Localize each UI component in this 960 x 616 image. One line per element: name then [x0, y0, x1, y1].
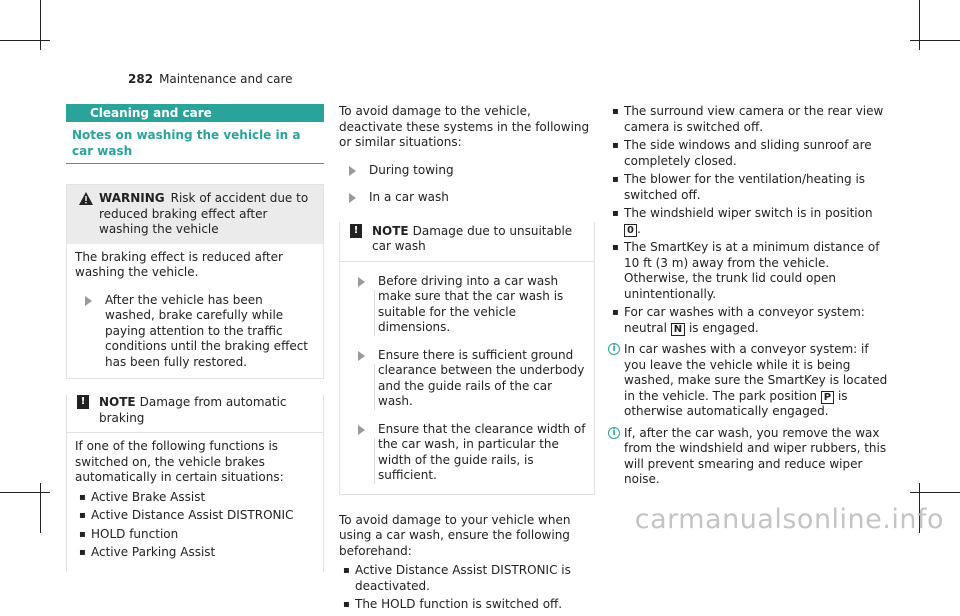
crop-mark — [0, 40, 50, 41]
column-3 — [608, 104, 888, 488]
warning-box — [66, 184, 324, 379]
subsection-title: Notes on washing the vehicle in a car wash — [66, 128, 324, 164]
info-note — [608, 426, 888, 488]
warning-body: The braking effect is reduced after washing the vehicle. — [75, 249, 283, 279]
note-header — [340, 222, 594, 262]
note-text: Damage due to unsuitable car wash — [372, 223, 573, 253]
arrow-icon — [358, 351, 365, 361]
list-item — [608, 305, 888, 336]
exclamation-icon: ! — [77, 395, 89, 409]
step-text: In a car wash — [369, 190, 449, 204]
list-item: ▪ The surround view camera or the rear view camera is switched off. — [608, 104, 888, 135]
step-item — [339, 190, 595, 206]
info-icon: i — [608, 343, 620, 355]
info-text: In car washes with a conveyor system: if you leave the vehicle while it is being washed, make sure the SmartKey is located in the vehicle. The park position — [624, 342, 888, 403]
wiper-text-end: . — [636, 221, 641, 236]
list-item: ▪ Active Distance Assist DISTRONIC — [75, 508, 315, 524]
info-icon: i — [608, 427, 620, 439]
warning-text: Risk of accident due to reduced braking effect after washing the vehicle — [99, 191, 309, 236]
exclamation-icon: ! — [350, 224, 362, 238]
note-step — [348, 422, 586, 484]
precondition-list — [608, 104, 888, 336]
conveyor-text: For car washes with a conveyor system: neutral — [624, 305, 865, 335]
crop-mark — [40, 0, 41, 50]
list-item: ▪ The blower for the ventilation/heating is switched off. — [608, 172, 888, 203]
warning-title: WARNING — [99, 191, 165, 205]
page-number: 282 — [128, 72, 154, 86]
divider — [374, 364, 375, 410]
step-text: During towing — [369, 162, 454, 177]
crop-mark — [910, 40, 960, 41]
column-1 — [66, 104, 324, 572]
crop-mark — [919, 0, 920, 50]
warning-header — [67, 185, 323, 244]
note-body: If one of the following functions is switched on, the vehicle brakes automatically in certain situations: — [75, 439, 284, 484]
note-header — [67, 395, 323, 433]
intro-text: To avoid damage to the vehicle, deactivate these systems in the following or similar situations: — [339, 104, 590, 149]
arrow-icon — [358, 277, 365, 287]
arrow-icon — [349, 166, 356, 176]
list-item — [608, 206, 888, 237]
arrow-icon — [85, 296, 92, 306]
crop-mark — [0, 492, 50, 493]
list-item: ▪ Active Brake Assist — [75, 490, 315, 506]
arrow-icon — [349, 193, 356, 203]
step-item — [339, 163, 595, 179]
note-title: NOTE — [372, 223, 409, 238]
note-step — [348, 274, 586, 336]
arrow-icon — [358, 425, 365, 435]
info-text-end: is otherwise automatically engaged. — [624, 388, 848, 418]
crop-mark — [40, 483, 41, 533]
section-title: Cleaning and care — [66, 104, 324, 122]
note-title: NOTE — [99, 395, 136, 409]
note-list — [75, 490, 315, 561]
info-text: If, after the car wash, you remove the wax from the windshield and wiper rubbers, this will prevent smearing and reduce wiper noise. — [624, 425, 887, 486]
list-item: ▪ The HOLD function is switched off. — [339, 597, 595, 613]
page-header — [128, 72, 293, 88]
warning-triangle-icon — [79, 192, 93, 205]
park-symbol: P — [821, 391, 834, 404]
note-step — [348, 348, 586, 410]
list-item: ▪ Active Parking Assist — [75, 545, 315, 561]
warning-step — [75, 293, 315, 371]
divider — [374, 290, 375, 336]
list-item: ▪ The SmartKey is at a minimum distance of 10 ft (3 m) away from the vehicle. Otherwise, the trunk lid could open unintentionally. — [608, 240, 888, 302]
note-box — [339, 222, 595, 495]
wiper-position-symbol: 0 — [624, 224, 637, 237]
neutral-symbol: N — [671, 323, 685, 336]
warning-step-text: After the vehicle has been washed, brake carefully while paying attention to the traffic conditions until the braking effect has been fully restored. — [105, 292, 309, 369]
note-step-text: Ensure that the clearance width of the car wash, in particular the width of the guide rails, is sufficient. — [378, 421, 586, 482]
crop-mark — [910, 492, 960, 493]
note-step-text: Before driving into a car wash make sure that the car wash is suitable for the vehicle dimensions. — [378, 273, 564, 334]
note-text: Damage from automatic braking — [99, 395, 287, 425]
list-item: ▪ Active Distance Assist DISTRONIC is deactivated. — [339, 563, 595, 594]
info-note — [608, 342, 888, 420]
wiper-text: The windshield wiper switch is in position — [624, 206, 873, 220]
list-item: ▪ HOLD function — [75, 527, 315, 543]
watermark: carmanualsonline.info — [634, 503, 944, 535]
section-name: Maintenance and care — [159, 72, 293, 86]
list-item: ▪ The side windows and sliding sunroof are completely closed. — [608, 138, 888, 169]
note-step-text: Ensure there is sufficient ground clearance between the underbody and the guide rails of the car wash. — [378, 347, 585, 408]
column-2 — [323, 104, 595, 616]
note-box — [66, 395, 324, 572]
divider — [374, 438, 375, 484]
precondition-list — [339, 563, 595, 613]
conveyor-text-end: is engaged. — [688, 320, 759, 335]
paragraph: To avoid damage to your vehicle when using a car wash, ensure the following beforehand: — [339, 512, 571, 558]
